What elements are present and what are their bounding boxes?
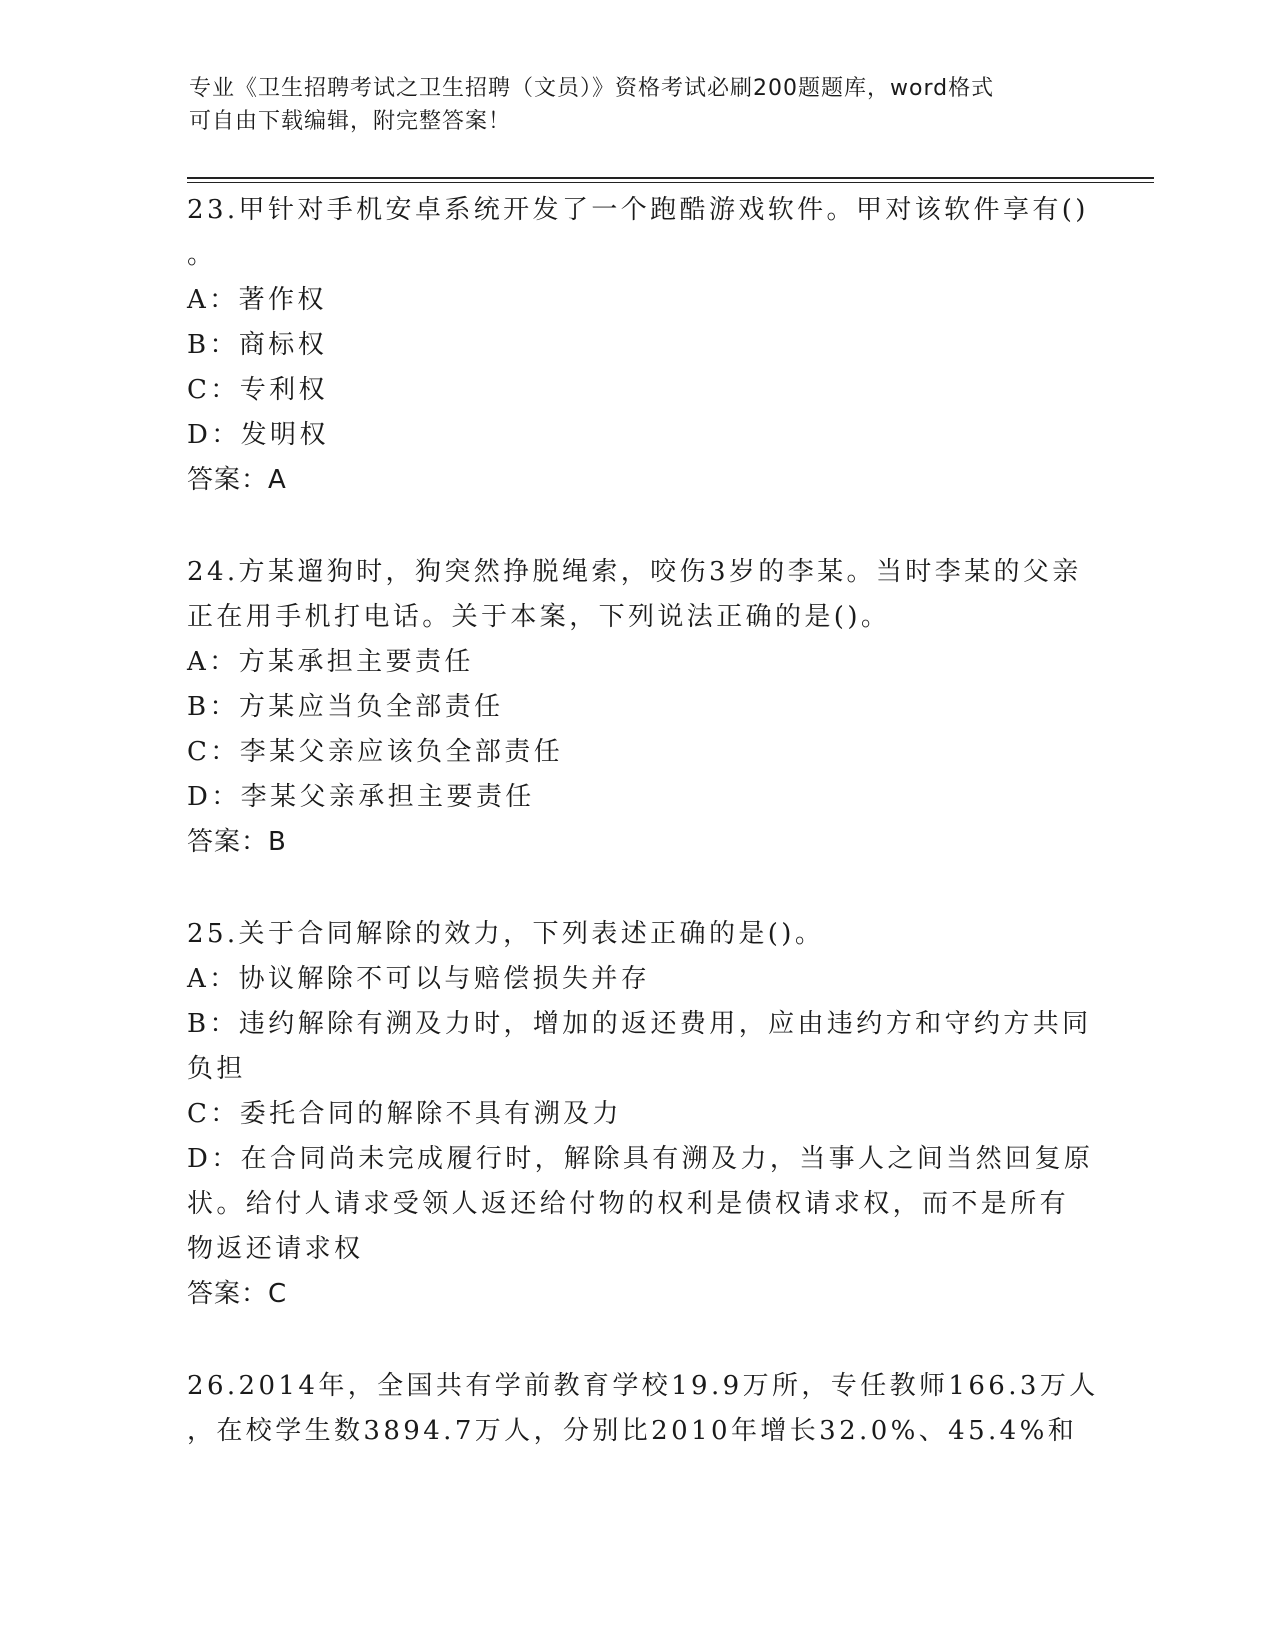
question-spacer: [187, 503, 1087, 550]
question-stem: 23.甲针对手机安卓系统开发了一个跑酷游戏软件。甲对该软件享有(): [187, 195, 1089, 225]
question-spacer: [187, 1317, 1087, 1364]
question-stem: 正在用手机打电话。关于本案，下列说法正确的是()。: [187, 602, 891, 632]
option-b: B：商标权: [187, 330, 328, 360]
question-26: [187, 1364, 1099, 1454]
question-stem: ，在校学生数3894.7万人，分别比2010年增长32.0%、45.4%和: [187, 1416, 1078, 1446]
question-stem: 26.2014年，全国共有学前教育学校19.9万所，专任教师166.3万人: [187, 1371, 1099, 1401]
header-line: 专业《卫生招聘考试之卫生招聘（文员）》资格考试必刷200题题库，word格式: [189, 76, 995, 101]
answer-label: 答案：A: [187, 465, 287, 495]
question-stem: 24.方某遛狗时，狗突然挣脱绳索，咬伤3岁的李某。当时李某的父亲: [187, 557, 1082, 587]
option-b-continued: 负担: [187, 1054, 246, 1084]
option-d-continued: 状。给付人请求受领人返还给付物的权利是债权请求权，而不是所有: [187, 1189, 1070, 1219]
option-b: B：方某应当负全部责任: [187, 692, 504, 722]
option-c: C：李某父亲应该负全部责任: [187, 737, 564, 767]
question-spacer: [187, 865, 1087, 912]
question-stem: 25.关于合同解除的效力，下列表述正确的是()。: [187, 919, 825, 949]
option-d: D：在合同尚未完成履行时，解除具有溯及力，当事人之间当然回复原: [187, 1144, 1094, 1174]
question-25: [187, 912, 1094, 1317]
option-d-continued: 物返还请求权: [187, 1234, 364, 1264]
option-d: D：李某父亲承担主要责任: [187, 782, 535, 812]
answer-label: 答案：C: [187, 1279, 288, 1309]
option-c: C：专利权: [187, 375, 328, 405]
question-list: [187, 188, 1099, 1454]
option-a: A：协议解除不可以与赔偿损失并存: [187, 964, 651, 994]
answer-label: 答案：B: [187, 827, 287, 857]
question-24: [187, 550, 1087, 865]
option-a: A：方某承担主要责任: [187, 647, 474, 677]
header-divider-thick: [187, 177, 1154, 179]
question-23: [187, 188, 1087, 503]
option-d: D：发明权: [187, 420, 329, 450]
document-header: [189, 72, 1079, 138]
option-b: B：违约解除有溯及力时，增加的返还费用，应由违约方和守约方共同: [187, 1009, 1092, 1039]
question-stem: 。: [187, 240, 217, 270]
header-divider-thin: [187, 182, 1154, 183]
option-a: A：著作权: [187, 285, 327, 315]
header-line: 可自由下载编辑，附完整答案！: [189, 109, 512, 134]
option-c: C：委托合同的解除不具有溯及力: [187, 1099, 622, 1129]
